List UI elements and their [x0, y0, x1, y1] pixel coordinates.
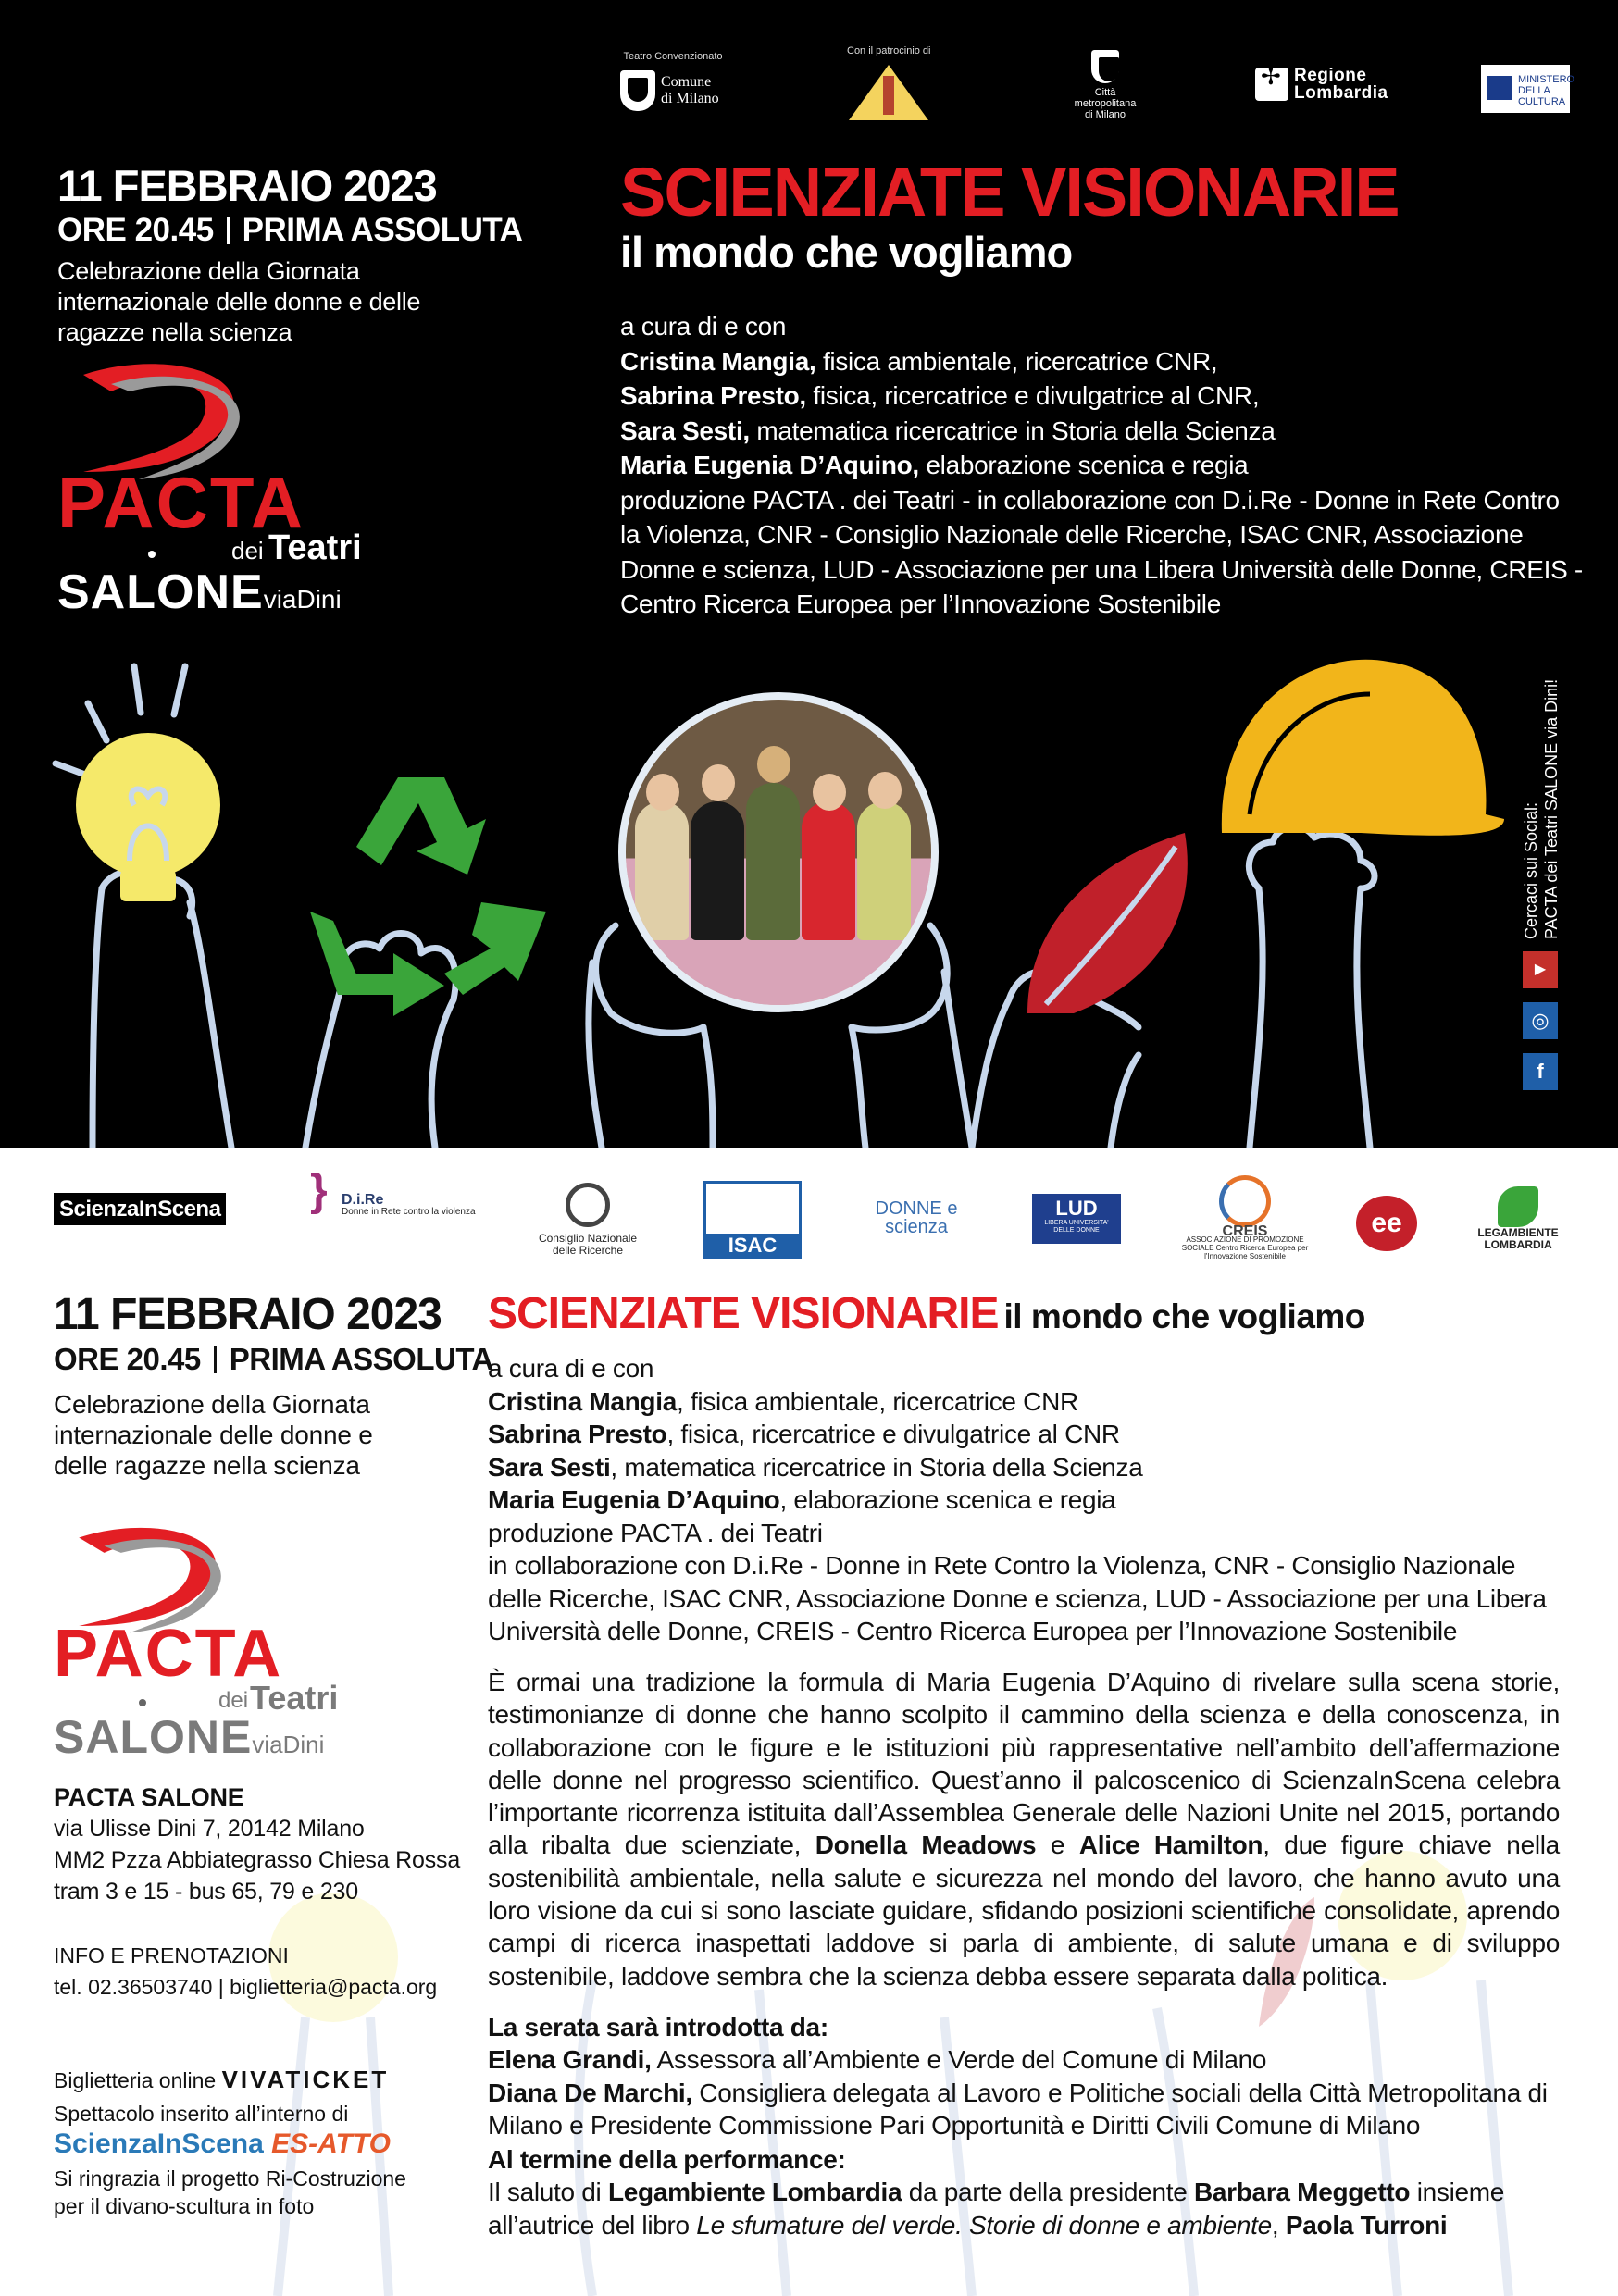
event-time-line: ORE 20.45 PRIMA ASSOLUTA: [57, 212, 523, 248]
regione-lombardia-logo: ✢Regione Lombardia: [1255, 67, 1396, 102]
coat-of-arms-icon: [1091, 50, 1119, 83]
regione-lombardia-icon: [1255, 68, 1288, 101]
evening-program: La serata sarà introdotta da: Elena Grandi, Assessora all’Ambiente e Verde del Comune di Milano Diana De Marchi, Consigliera delegata al Lavoro e Politiche sociali della Città Metropolitana di Milano e Presidente Commissione Pari Opportunità e Diritti Civili Comune di Milano Al termine della performance: Il saluto di Legambiente Lombardia da parte della presidente Barbara Meggetto insieme all’autrice del libro Le sfumature del verde. Storie di donne e ambiente, Paola Turroni: [488, 2013, 1548, 2240]
production-text: produzione PACTA . dei Teatri - in collaborazione con D.i.Re - Donne in Rete Contro la Violenza, CNR - Consiglio Nazionale delle Ricerche, ISAC CNR, Associazione Donne e scienza, LUD - Associazione per una Libera Università delle Donne, CREIS - Centro Ricerca Europea per l’Innovazione Sostenibile: [620, 485, 1583, 618]
ee-logo: ee: [1356, 1196, 1417, 1251]
booking-info: INFO E PRENOTAZIONI tel. 02.36503740 | biglietteria@pacta.org: [54, 1940, 437, 2003]
scienzainscena-logo: ScienzaInScena: [54, 1203, 226, 1219]
event-date-block-bottom: 11 FEBBRAIO 2023 ORE 20.45 PRIMA ASSOLUTA Celebrazione della Giornata internazionale delle donne e delle ragazze nella scienza: [54, 1290, 493, 1480]
creis-icon: [1219, 1175, 1271, 1227]
pacta-logo: PACTA dei Teatri SALONEviaDini: [56, 356, 389, 625]
vivaticket-link[interactable]: VIVATICKET: [221, 2066, 390, 2093]
leaf-icon: [1027, 833, 1188, 1013]
instagram-icon[interactable]: ◎: [1523, 1002, 1558, 1039]
coat-of-arms-icon: [620, 70, 655, 111]
cnr-icon: [566, 1183, 610, 1227]
event-date: 11 FEBBRAIO 2023: [57, 161, 437, 210]
event-title-bottom: SCIENZIATE VISIONARIE il mondo che vogliamo: [488, 1289, 1365, 1338]
ticketing-info: Biglietteria online VIVATICKET Spettacolo inserito all’interno di ScienzaInScena ES-ATTO Si ringrazia il progetto Ri-Costruzione per il divano-scultura in foto: [54, 2066, 406, 2218]
legambiente-logo: LEGAMBIENTE LOMBARDIA: [1467, 1186, 1569, 1251]
comune-milano-logo: Teatro Convenzionato Comune di Milano: [620, 50, 726, 111]
cast-photo: [618, 692, 939, 1012]
youtube-icon[interactable]: ▶: [1523, 951, 1558, 988]
dire-logo: } D.i.Re Donne in Rete contro la violenza: [310, 1166, 476, 1217]
social-caption: Cercaci sui Social: PACTA dei Teatri SALONE via Dini!: [1522, 678, 1561, 939]
credit-line: Cristina Mangia, fisica ambientale, ricercatrice CNR,: [620, 346, 1218, 376]
sponsor-logos-top: [620, 44, 1583, 137]
facebook-icon[interactable]: f: [1523, 1053, 1558, 1090]
credits-bottom: a cura di e con Cristina Mangia, fisica ambientale, ricercatrice CNR Sabrina Presto, fisica, ricercatrice e divulgatrice al CNR Sara Sesti, matematica ricercatrice in Storia della Scienza Maria Eugenia D’Aquino, elaborazione scenica e regia produzione PACTA . dei Teatri in collaborazione con D.i.Re - Donne in Rete Contro la Violenza, CNR - Consiglio Nazionale delle Ricerche, ISAC CNR, Associazione Donne e scienza, LUD - Associazione per una Libera Università delle Donne, CREIS - Centro Ricerca Europea per l’Innovazione Sostenibile: [488, 1354, 1547, 1645]
dire-icon: }: [310, 1166, 328, 1215]
event-title: SCIENZIATE VISIONARIE: [620, 154, 1399, 230]
event-date-block: [57, 162, 522, 348]
cnr-logo: Consiglio Nazionale delle Ricerche: [532, 1183, 643, 1257]
divider: [214, 1346, 217, 1373]
credit-line: Maria Eugenia D’Aquino, elaborazione scenica e regia: [620, 451, 1249, 479]
helmet-icon: [1222, 660, 1504, 836]
credit-line: Sabrina Presto, fisica, ricercatrice e divulgatrice al CNR,: [620, 381, 1260, 410]
divider: [227, 217, 230, 244]
event-title-block: [620, 155, 1399, 276]
credits-top: a cura di e con Cristina Mangia, fisica ambientale, ricercatrice CNR, Sabrina Presto, fisica, ricercatrice e divulgatrice al CNR, Sara Sesti, matematica ricercatrice in Storia della Scienza Maria Eugenia D’Aquino, elaborazione scenica e regia produzione PACTA . dei Teatri - in collaborazione con D.i.Re - Donne in Rete Contro la Violenza, CNR - Consiglio Nazionale delle Ricerche, ISAC CNR, Associazione Donne e scienza, LUD - Associazione per una Libera Università delle Donne, CREIS - Centro Ricerca Europea per l’Innovazione Sostenibile: [620, 309, 1583, 622]
light-bulb-icon: [76, 733, 220, 901]
citta-metropolitana-logo: Città metropolitana di Milano: [1070, 50, 1140, 120]
municipio-5-logo: Con il patrocinio di 5: [847, 44, 931, 123]
municipio-5-emblem: 5: [849, 65, 928, 120]
donne-e-scienza-logo: DONNE e scienza: [875, 1198, 958, 1237]
legambiente-icon: [1498, 1186, 1538, 1227]
pacta-logo-bottom: PACTA dei Teatri SALONEviaDini: [54, 1520, 368, 1769]
event-subtitle: il mondo che vogliamo: [620, 228, 1073, 277]
credit-line: Sara Sesti, matematica ricercatrice in Storia della Scienza: [620, 416, 1276, 445]
partner-logos: [0, 1164, 1618, 1266]
isac-logo: ISAC: [703, 1181, 802, 1259]
creis-logo: CREIS ASSOCIAZIONE DI PROMOZIONE SOCIALE Centro Ricerca Europea per l'Innovazione Sostenibile: [1176, 1175, 1314, 1260]
description-paragraph: È ormai una tradizione la formula di Maria Eugenia D’Aquino di rivelare sulla scena storie, testimonianze di donne che hanno scolpito il cammino della scienza e della conoscenza, in collaborazione con le figure e le istituzioni più rappresentative nell’ambito dell’affermazione delle donne nel progresso scientifico. Quest’anno il palcoscenico di ScienzaInScena celebra l’importante ricorrenza istituita dall’Assemblea Generale delle Nazioni Unite nel 2015, portando alla ribalta due scienziate, Donella Meadows e Alice Hamilton, due figure chiave nella sostenibilità ambientale, nella salute e sicurezza nel mondo del lavoro, che hanno avuto una loro visione da cui si sono lasciate guidare, sfidando posizioni scientifiche consolidate, aprendo campi di ricerca inaspettati laddove si parla di ambiente, di salute umana e di sviluppo sostenibile, laddove sembra che la scienza debba essere separata dalla politica.: [488, 1668, 1560, 1991]
ministero-cultura-logo: MINISTERO DELLA CULTURA: [1481, 65, 1570, 113]
venue-info: PACTA SALONE via Ulisse Dini 7, 20142 Milano MM2 Pzza Abbiategrasso Chiesa Rossa tram 3 e 15 - bus 65, 79 e 230: [54, 1783, 461, 1905]
recycle-icon: [310, 777, 546, 1016]
contact-line[interactable]: tel. 02.36503740 | biglietteria@pacta.org: [54, 1975, 438, 1999]
celebration-text: Celebrazione della Giornata internazionale delle donne e delle ragazze nella scienza: [57, 257, 421, 346]
lud-logo: LUD LIBERA UNIVERSITA' DELLE DONNE: [1032, 1194, 1121, 1244]
